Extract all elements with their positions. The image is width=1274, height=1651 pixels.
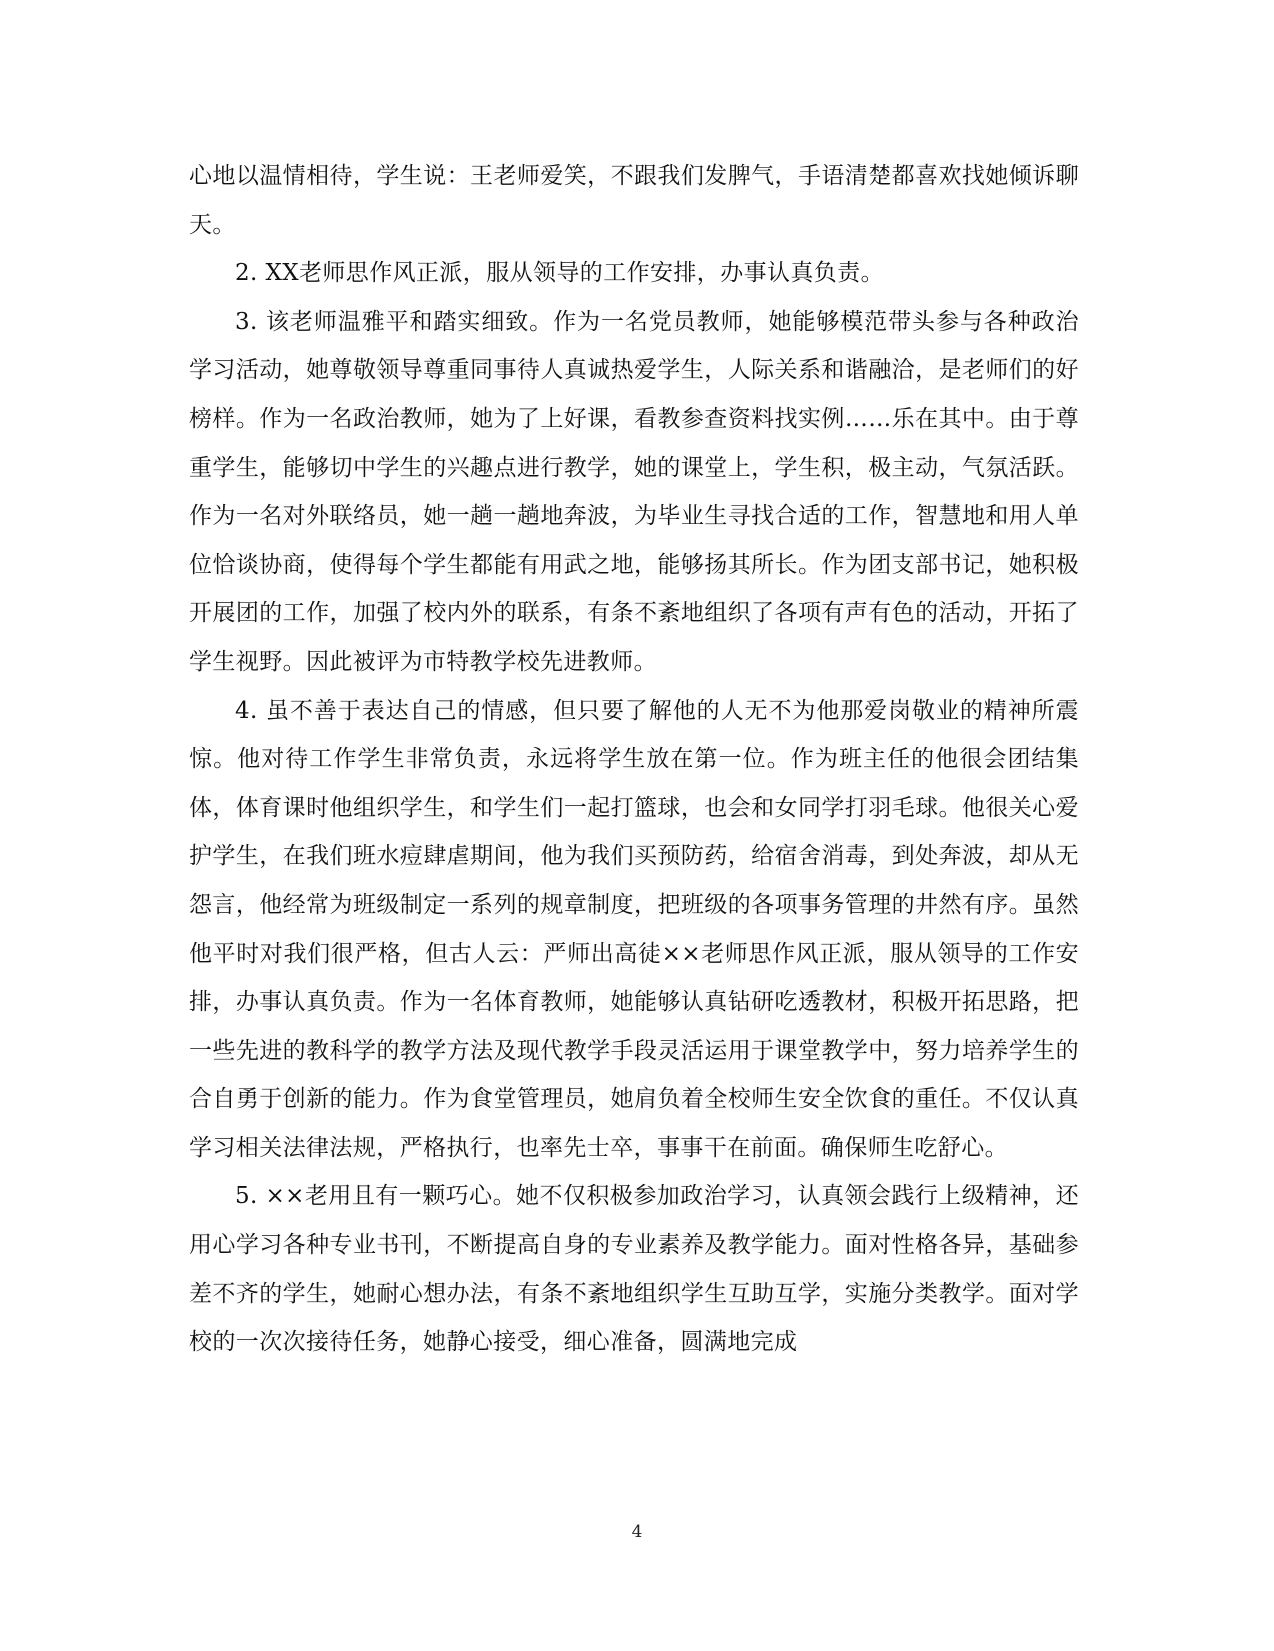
paragraph-continued: 心地以温情相待，学生说：王老师爱笑，不跟我们发脾气，手语清楚都喜欢找她倾诉聊天。 — [189, 163, 1079, 238]
paragraph-item-4: 4. 虽不善于表达自己的情感，但只要了解他的人无不为他那爱岗敬业的精神所震惊。他对待工作学生非常负责，永远将学生放在第一位。作为班主任的他很会团结集体，体育课时他组织学生，和学生们一起打篮球，也会和女同学打羽毛球。他很关心爱护学生，在我们班水痘肆虐期间，他为我们买预防药，给宿舍消毒，到处奔波，却从无怨言，他经常为班级制定一系列的规章制度，把班级的各项事务管理的井然有序。虽然他平时对我们很严格，但古人云：严师出高徒××老师思作风正派，服从领导的工作安排，办事认真负责。作为一名体育教师，她能够认真钻研吃透教材，积极开拓思路，把一些先进的教科学的教学方法及现代教学手段灵活运用于课堂教学中，努力培养学生的合自勇于创新的能力。作为食堂管理员，她肩负着全校师生安全饮食的重任。不仅认真学习相关法律法规，严格执行，也率先士卒，事事干在前面。确保师生吃舒心。 — [189, 697, 1079, 1161]
body-text — [189, 152, 1079, 1367]
paragraph-item-3: 3. 该老师温雅平和踏实细致。作为一名党员教师，她能够模范带头参与各种政治学习活动，她尊敬领导尊重同事待人真诚热爱学生，人际关系和谐融洽，是老师们的好榜样。作为一名政治教师，她为了上好课，看教参查资料找实例……乐在其中。由于尊重学生，能够切中学生的兴趣点进行教学，她的课堂上，学生积，极主动，气氛活跃。作为一名对外联络员，她一趟一趟地奔波，为毕业生寻找合适的工作，智慧地和用人单位恰谈协商，使得每个学生都能有用武之地，能够扬其所长。作为团支部书记，她积极开展团的工作，加强了校内外的联系，有条不紊地组织了各项有声有色的活动，开拓了学生视野。因此被评为市特教学校先进教师。 — [189, 308, 1079, 675]
paragraph-item-2: 2. XX老师思作风正派，服从领导的工作安排，办事认真负责。 — [235, 260, 885, 287]
paragraph-item-5: 5. ××老用且有一颗巧心。她不仅积极参加政治学习，认真领会践行上级精神，还用心学习各种专业书刊，不断提高自身的专业素养及教学能力。面对性格各异，基础参差不齐的学生，她耐心想办法，有条不紊地组织学生互助互学，实施分类教学。面对学校的一次次接待任务，她静心接受，细心准备，圆满地完成 — [189, 1183, 1079, 1356]
page-number: 4 — [631, 1522, 643, 1542]
